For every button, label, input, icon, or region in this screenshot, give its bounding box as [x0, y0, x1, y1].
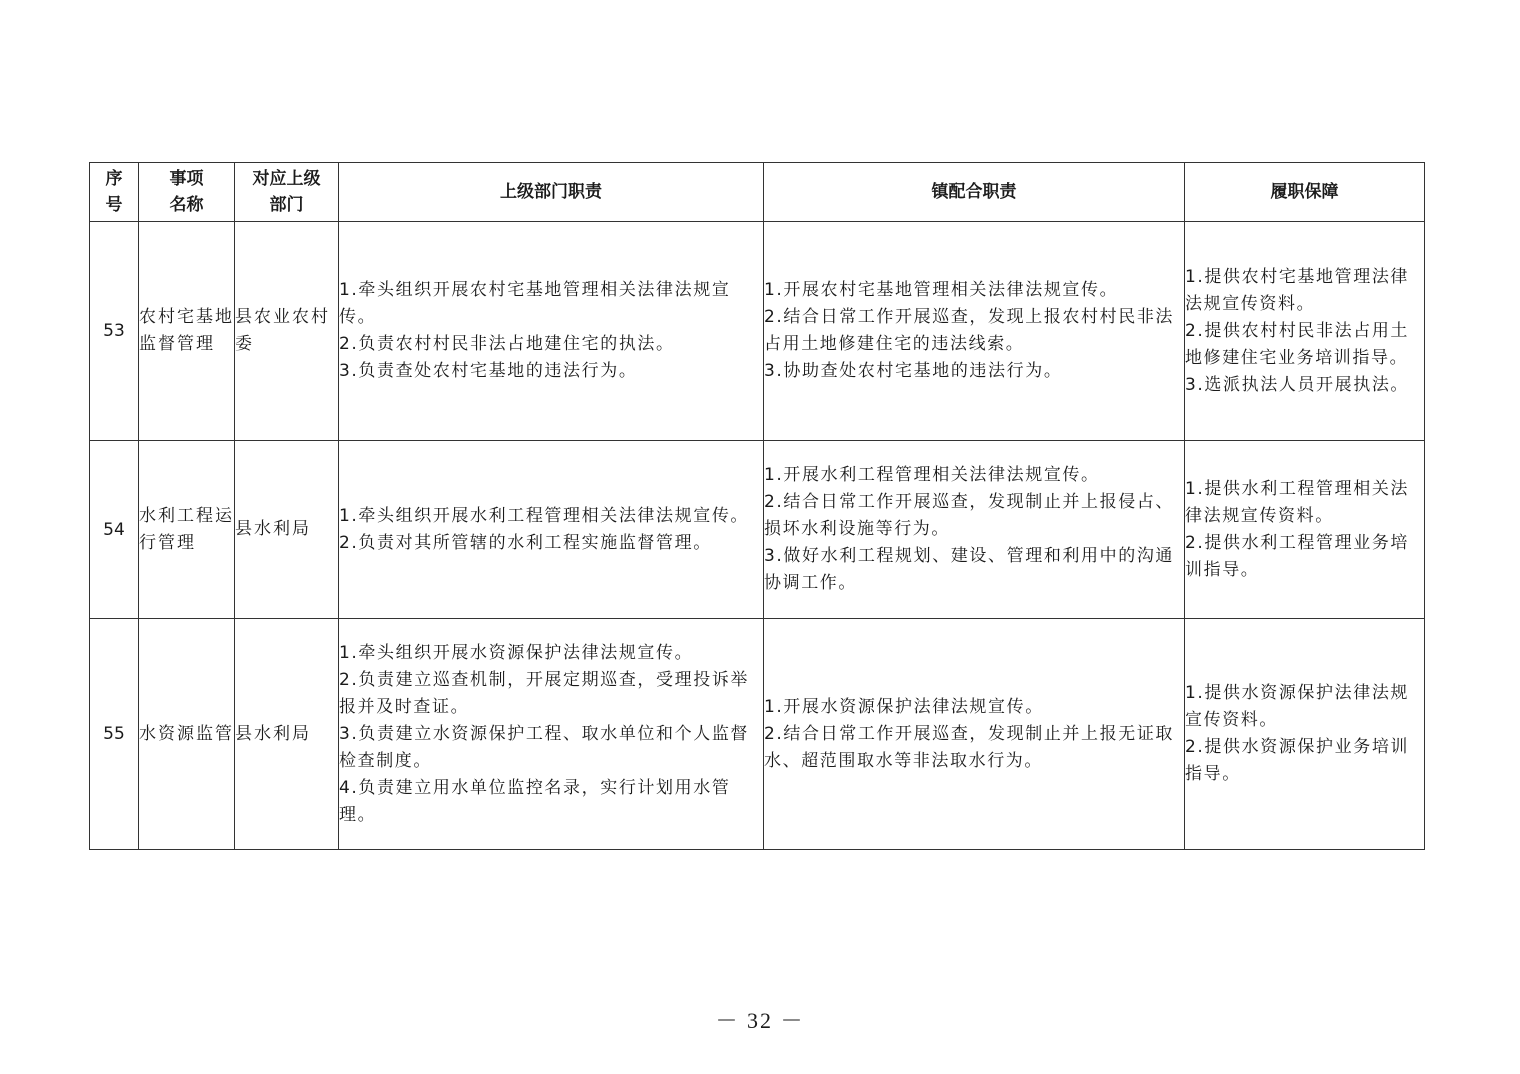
- header-guarantee: 履职保障: [1185, 163, 1425, 222]
- table-header-row: [90, 163, 1425, 222]
- guarantee-item: 2.提供水资源保护业务培训指导。: [1185, 737, 1410, 784]
- duty-item: 1.牵头组织开展农村宅基地管理相关法律法规宣传。: [339, 280, 731, 327]
- row-guarantee: [1185, 222, 1425, 441]
- page-number: － 32 －: [715, 1008, 805, 1033]
- duty-item: 4.负责建立用水单位监控名录，实行计划用水管理。: [339, 777, 731, 825]
- row-upper-duty: [339, 222, 764, 441]
- header-name: 事项名称: [139, 163, 235, 222]
- duty-item: 1.牵头组织开展水资源保护法律法规宣传。: [339, 642, 694, 663]
- table-row: [90, 619, 1425, 850]
- header-upper-duty: 上级部门职责: [339, 163, 764, 222]
- row-upper-duty: [339, 441, 764, 619]
- row-name: 水利工程运行管理: [139, 441, 235, 619]
- duty-item: 2.负责对其所管辖的水利工程实施监督管理。: [339, 532, 712, 553]
- duty-item: 3.做好水利工程规划、建设、管理和利用中的沟通协调工作。: [764, 546, 1175, 593]
- row-town-duty: [764, 222, 1185, 441]
- header-town-duty: 镇配合职责: [764, 163, 1185, 222]
- duty-item: 3.负责查处农村宅基地的违法行为。: [339, 361, 638, 381]
- table-row: [90, 441, 1425, 619]
- row-name: 水资源监管: [139, 619, 235, 850]
- duty-item: 2.结合日常工作开展巡查，发现制止并上报无证取水、超范围取水等非法取水行为。: [764, 723, 1175, 771]
- row-seq: 54: [90, 441, 139, 619]
- row-upper-duty: [339, 619, 764, 850]
- duty-item: 1.开展农村宅基地管理相关法律法规宣传。: [764, 280, 1119, 300]
- row-town-duty: [764, 441, 1185, 619]
- guarantee-item: 1.提供水利工程管理相关法律法规宣传资料。: [1185, 478, 1410, 526]
- duty-item: 1.开展水资源保护法律法规宣传。: [764, 696, 1044, 717]
- header-dept: 对应上级部门: [235, 163, 339, 222]
- duty-item: 1.牵头组织开展水利工程管理相关法律法规宣传。: [339, 505, 750, 526]
- row-town-duty: [764, 619, 1185, 850]
- duty-item: 3.协助查处农村宅基地的违法行为。: [764, 361, 1063, 381]
- guarantee-item: 3.选派执法人员开展执法。: [1185, 374, 1410, 395]
- guarantee-item: 2.提供水利工程管理业务培训指导。: [1185, 532, 1410, 580]
- row-guarantee: [1185, 619, 1425, 850]
- row-dept: 县农业农村委: [235, 222, 339, 441]
- duty-item: 2.负责建立巡查机制，开展定期巡查，受理投诉举报并及时查证。: [339, 669, 750, 717]
- duty-item: 2.结合日常工作开展巡查，发现上报农村村民非法占用土地修建住宅的违法线索。: [764, 307, 1175, 354]
- guarantee-item: 1.提供农村宅基地管理法律法规宣传资料。: [1185, 266, 1410, 314]
- row-seq: 53: [90, 222, 139, 441]
- duty-item: 1.开展水利工程管理相关法律法规宣传。: [764, 465, 1100, 485]
- row-dept: 县水利局: [235, 441, 339, 619]
- table-row: [90, 222, 1425, 441]
- row-guarantee: [1185, 441, 1425, 619]
- row-seq: 55: [90, 619, 139, 850]
- duty-item: 2.负责农村村民非法占地建住宅的执法。: [339, 334, 675, 354]
- duty-table: [89, 162, 1425, 850]
- duty-item: 2.结合日常工作开展巡查，发现制止并上报侵占、损坏水利设施等行为。: [764, 492, 1175, 539]
- row-name: 农村宅基地监督管理: [139, 222, 235, 441]
- guarantee-item: 2.提供农村村民非法占用土地修建住宅业务培训指导。: [1185, 320, 1410, 368]
- duty-item: 3.负责建立水资源保护工程、取水单位和个人监督检查制度。: [339, 723, 750, 771]
- row-dept: 县水利局: [235, 619, 339, 850]
- header-seq: 序号: [90, 163, 139, 222]
- guarantee-item: 1.提供水资源保护法律法规宣传资料。: [1185, 683, 1410, 730]
